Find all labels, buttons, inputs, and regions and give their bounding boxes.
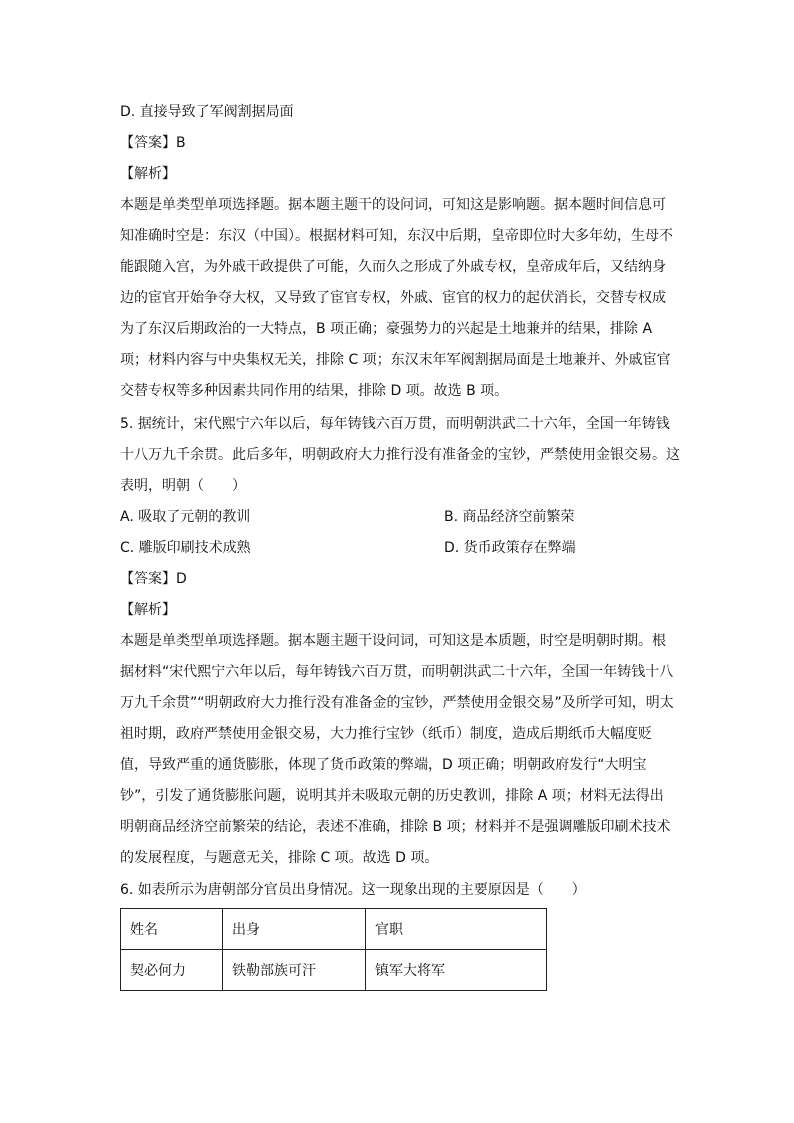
q5-stem-line: 5. 据统计，宋代熙宁六年以后，每年铸钱六百万贯，而明朝洪武二十六年，全国一年铸钱: [120, 416, 670, 432]
q5-option-c: C. 雕版印刷技术成熟: [120, 540, 251, 556]
q4-analysis-line: 知准确时空是：东汉（中国）。根据材料可知，东汉中后期，皇帝即位时大多年幼，生母不: [120, 228, 673, 244]
q5-analysis-line: 钞”，引发了通货膨胀问题，说明其并未吸取元朝的历史教训，排除 A 项；材料无法得出: [120, 788, 664, 804]
table-header-cell: 姓名: [121, 909, 223, 950]
q5-analysis-line: 祖时期，政府严禁使用金银交易，大力推行宝钞（纸币）制度，造成后期纸币大幅度贬: [120, 726, 652, 742]
official-origin-table: [120, 908, 547, 991]
q5-answer: 【答案】D: [120, 571, 187, 587]
q4-analysis-line: 为了东汉后期政治的一大特点，B 项正确；豪强势力的兴起是土地兼并的结果，排除 A: [120, 321, 653, 337]
q5-option-b: B. 商品经济空前繁荣: [444, 509, 575, 525]
q4-analysis-line: 项；材料内容与中央集权无关，排除 C 项；东汉末年军阀割据局面是土地兼并、外戚宦官: [120, 352, 671, 368]
table-row: [121, 950, 547, 991]
q6-stem: 6. 如表所示为唐朝部分官员出身情况。这一现象出现的主要原因是（ ）: [120, 882, 586, 898]
q5-analysis-line: 本题是单类型单项选择题。据本题主题干设问词，可知这是本质题，时空是明朝时期。根: [120, 633, 666, 649]
table-header-cell: 出身: [223, 909, 366, 950]
table-header-row: [121, 909, 547, 950]
q5-analysis-line: 值，导致严重的通货膨胀，体现了货币政策的弊端，D 项正确；明朝政府发行“大明宝: [120, 757, 647, 773]
q5-analysis-line: 万九千余贯”“明朝政府大力推行没有准备金的宝钞，严禁使用金银交易”及所学可知，明太: [120, 695, 674, 711]
q4-answer: 【答案】B: [120, 135, 186, 151]
q5-analysis-line: 据材料“宋代熙宁六年以后，每年铸钱六百万贯，而明朝洪武二十六年，全国一年铸钱十八: [120, 664, 674, 680]
q5-option-a: A. 吸取了元朝的教训: [120, 509, 251, 525]
q4-analysis-line: 能跟随入宫，为外戚干政提供了可能，久而久之形成了外戚专权，皇帝成年后，又结纳身: [120, 259, 666, 275]
q4-option-d: D. 直接导致了军阀割据局面: [120, 104, 294, 120]
q5-analysis-line: 明朝商品经济空前繁荣的结论，表述不准确，排除 B 项；材料并不是强调雕版印刷术技术: [120, 819, 671, 835]
q5-stem-line: 十八万九千余贯。此后多年，明朝政府大力推行没有准备金的宝钞，严禁使用金银交易。这: [120, 447, 680, 463]
table-cell: 铁勒部族可汗: [223, 950, 366, 991]
table-header-cell: 官职: [366, 909, 547, 950]
q4-analysis-line: 边的宦官开始争夺大权，又导致了宦官专权，外戚、宦官的权力的起伏消长，交替专权成: [120, 290, 666, 306]
q5-option-d: D. 货币政策存在弊端: [444, 540, 576, 556]
table-cell: 契必何力: [121, 950, 223, 991]
q4-analysis-line: 本题是单类型单项选择题。据本题主题干的设问词，可知这是影响题。据本题时间信息可: [120, 197, 666, 213]
q5-analysis-line: 的发展程度，与题意无关，排除 C 项。故选 D 项。: [120, 850, 439, 866]
q4-analysis-line: 交替专权等多种因素共同作用的结果，排除 D 项。故选 B 项。: [120, 383, 509, 399]
q4-analysis-heading: 【解析】: [120, 166, 176, 182]
q5-stem-line: 表明，明朝（ ）: [120, 478, 246, 494]
q5-analysis-heading: 【解析】: [120, 602, 176, 618]
table-cell: 镇军大将军: [366, 950, 547, 991]
